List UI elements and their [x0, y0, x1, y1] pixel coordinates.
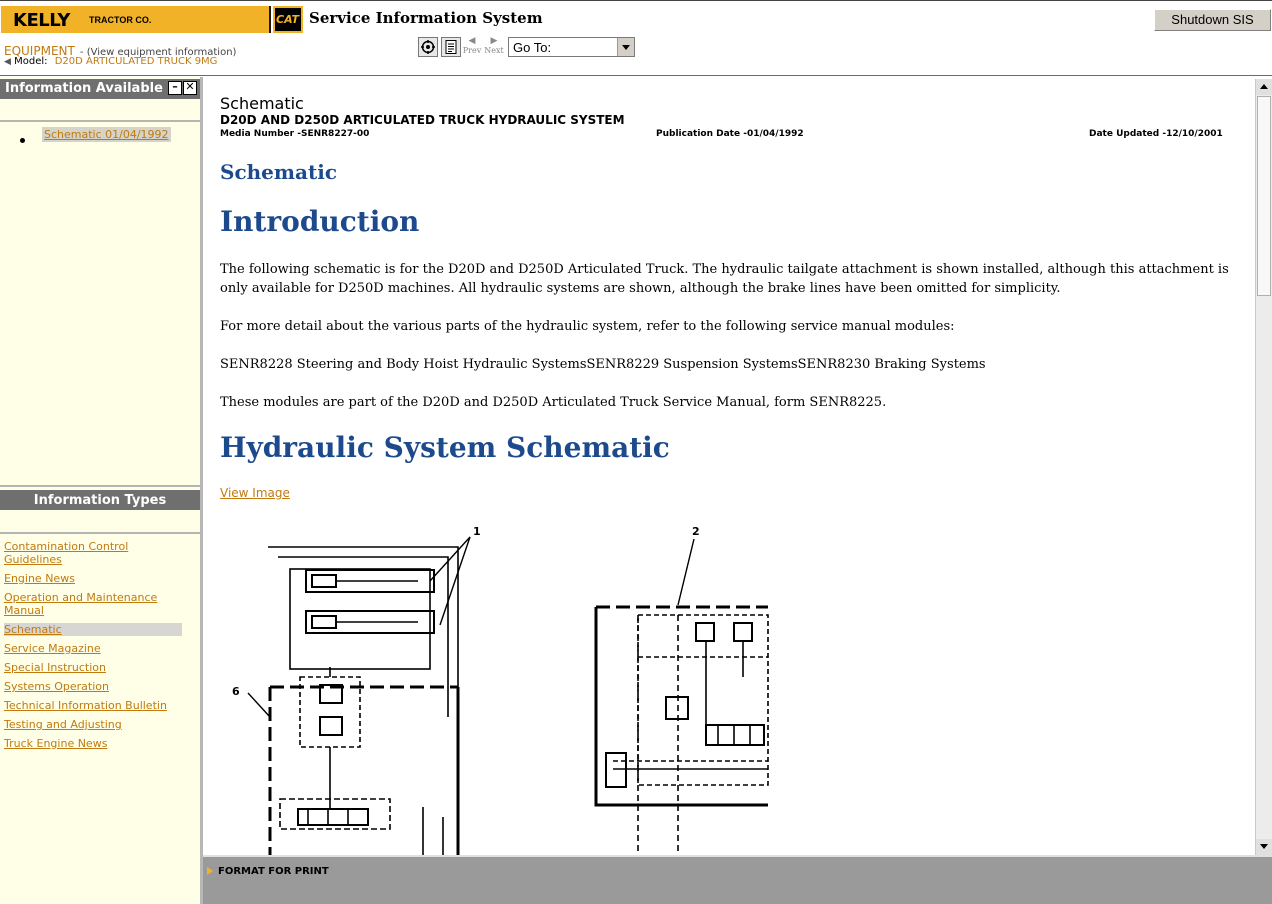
goto-select-value: Go To:	[513, 40, 552, 55]
info-type-truck-engine-news[interactable]: Truck Engine News	[4, 737, 108, 750]
bullet-icon	[20, 138, 25, 143]
left-panel	[0, 77, 203, 904]
format-for-print-button[interactable]	[207, 866, 329, 877]
minimize-icon[interactable]: –	[168, 81, 182, 95]
scroll-down-icon[interactable]	[1256, 839, 1272, 855]
intro-paragraph: The following schematic is for the D20D and D250D Articulated Truck. The hydraulic tailgate attachment is shown installed, although this attachment is only available for D250D machines. All hydraulic systems are shown, although the brake lines have been omitted for simplicity.	[220, 262, 1229, 296]
model-value: D20D ARTICULATED TRUCK 9MG	[54, 56, 218, 67]
info-type-special-instruction[interactable]: Special Instruction	[4, 661, 107, 674]
prev-button[interactable]	[461, 36, 483, 56]
next-arrow-icon: ▶	[490, 36, 498, 46]
info-type-systems-operation[interactable]: Systems Operation	[4, 680, 109, 693]
kelly-logo-subtext: TRACTOR CO.	[89, 15, 152, 25]
top-header	[0, 0, 1272, 76]
shutdown-button[interactable]: Shutdown SIS	[1154, 9, 1271, 31]
document-pane	[203, 77, 1272, 855]
media-number: Media Number -SENR8227-00	[220, 129, 370, 139]
format-for-print-label: FORMAT FOR PRINT	[218, 866, 329, 877]
heading-introduction: Introduction	[220, 205, 420, 238]
model-label: Model:	[14, 56, 48, 67]
document-subtitle: D20D AND D250D ARTICULATED TRUCK HYDRAULIC SYSTEM	[220, 113, 625, 127]
callout-1: 1	[473, 525, 481, 538]
prev-label: Prev	[462, 46, 482, 55]
prev-arrow-icon: ◀	[468, 36, 476, 46]
publication-date: Publication Date -01/04/1992	[656, 129, 804, 139]
info-type-engine-news[interactable]: Engine News	[4, 572, 75, 585]
manual-paragraph: These modules are part of the D20D and D250D Articulated Truck Service Manual, form SENR8225.	[220, 395, 887, 410]
bottom-bar	[203, 855, 1272, 904]
goto-select[interactable]	[508, 37, 635, 57]
view-image-link[interactable]: View Image	[220, 486, 290, 500]
info-type-schematic[interactable]: Schematic	[4, 623, 182, 636]
collapse-arrow-icon[interactable]: ◀	[4, 57, 11, 67]
document-icon[interactable]	[441, 37, 461, 57]
info-types-title: Information Types	[33, 493, 167, 508]
view-equipment-info-link[interactable]: - (View equipment information)	[79, 47, 237, 58]
info-type-service-magazine[interactable]: Service Magazine	[4, 642, 101, 655]
info-type-technical-information-bulletin[interactable]: Technical Information Bulletin	[4, 699, 167, 712]
available-item-schematic-link[interactable]: Schematic 01/04/1992	[44, 128, 169, 141]
callout-6: 6	[232, 685, 240, 698]
cat-logo-text: CAT	[276, 13, 300, 26]
kelly-logo-text: KELLY	[13, 10, 70, 31]
modules-list-paragraph: SENR8228 Steering and Body Hoist Hydraulic SystemsSENR8229 Suspension SystemsSENR8230 Braking Systems	[220, 357, 986, 372]
heading-schematic: Schematic	[220, 160, 338, 184]
cat-logo	[273, 6, 303, 33]
date-updated: Date Updated -12/10/2001	[1089, 129, 1223, 139]
divider	[0, 532, 200, 534]
equipment-link[interactable]: EQUIPMENT	[4, 44, 75, 58]
divider	[0, 485, 200, 487]
kelly-logo	[1, 6, 271, 33]
print-arrow-icon	[207, 867, 213, 875]
info-type-testing-and-adjusting[interactable]: Testing and Adjusting	[4, 718, 122, 731]
info-types-header	[0, 490, 200, 510]
app-title: Service Information System	[309, 9, 543, 27]
document-title: Schematic	[220, 94, 304, 113]
model-line	[4, 56, 217, 67]
info-type-operation-and-maintenance-manual[interactable]: Operation and Maintenance Manual	[4, 591, 158, 617]
info-types-list	[4, 540, 182, 756]
gear-icon[interactable]	[418, 37, 438, 57]
info-type-contamination-control-guidelines[interactable]: Contamination Control Guidelines	[4, 540, 129, 566]
callout-2: 2	[692, 525, 700, 538]
divider	[0, 120, 200, 122]
info-available-header	[0, 79, 200, 99]
hydraulic-schematic-image	[218, 517, 778, 855]
dropdown-arrow-icon[interactable]	[617, 38, 634, 56]
scroll-thumb[interactable]	[1257, 96, 1271, 296]
info-available-title: Information Available	[5, 81, 163, 96]
close-icon[interactable]: ✕	[183, 81, 197, 95]
modules-paragraph: For more detail about the various parts of the hydraulic system, refer to the following service manual modules:	[220, 319, 955, 334]
scroll-up-icon[interactable]	[1256, 79, 1272, 95]
next-button[interactable]	[483, 36, 505, 56]
document-scrollbar[interactable]	[1255, 79, 1272, 855]
next-label: Next	[484, 46, 504, 55]
heading-hydraulic-system-schematic: Hydraulic System Schematic	[220, 431, 670, 464]
